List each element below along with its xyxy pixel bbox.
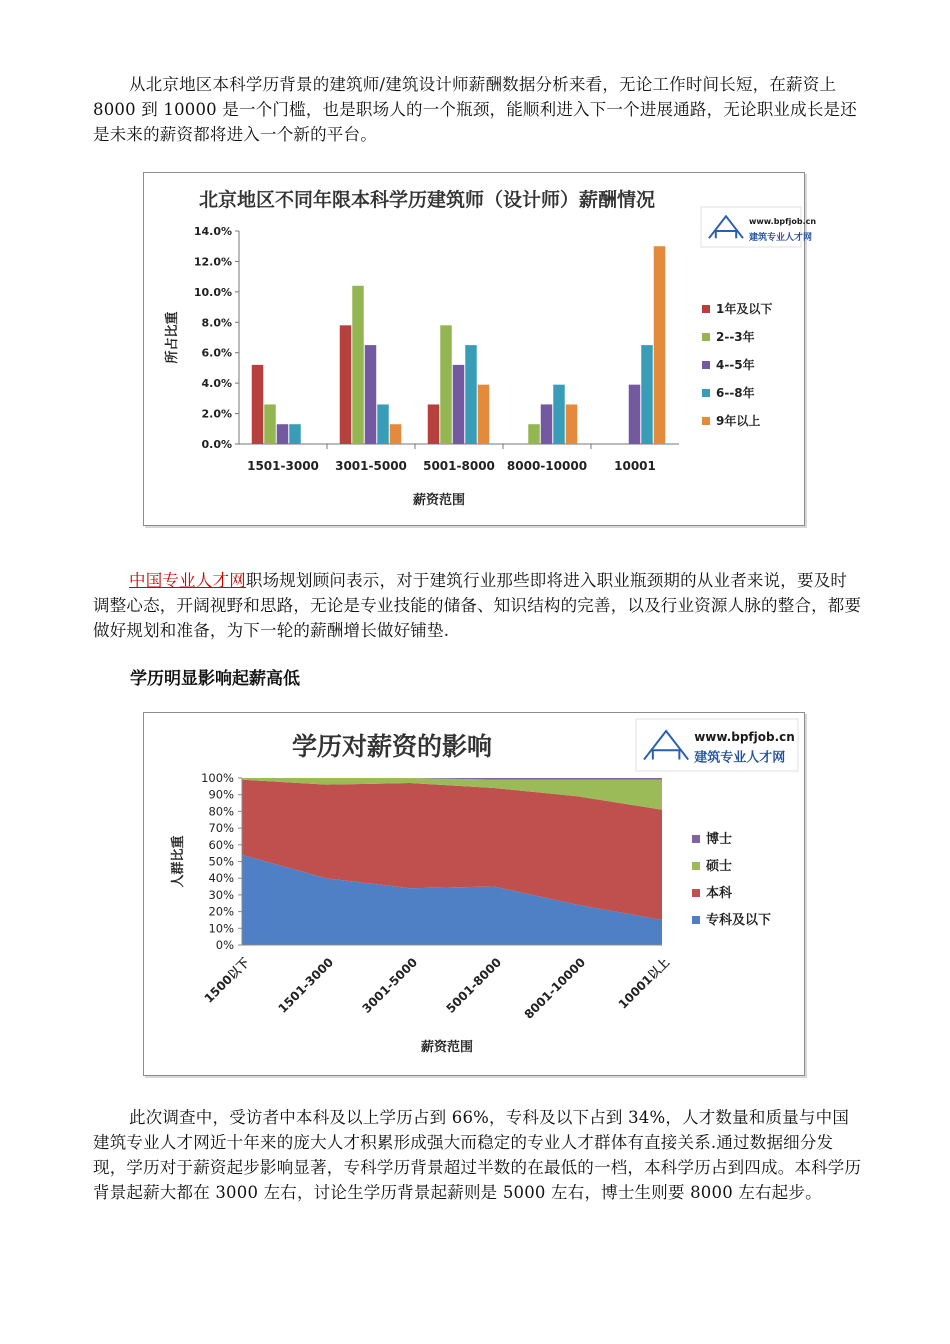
y-tick-label: 12.0% — [193, 255, 232, 269]
bar — [453, 365, 465, 444]
y-tick-label: 10.0% — [193, 285, 232, 299]
bar — [641, 345, 653, 444]
y-tick-label: 14.0% — [193, 225, 232, 238]
bar — [465, 345, 477, 444]
bar — [629, 385, 641, 444]
x-tick-label: 1501-3000 — [275, 955, 337, 1016]
bar — [654, 246, 666, 444]
legend-label: 博士 — [706, 832, 733, 847]
y-tick-label: 6.0% — [201, 346, 232, 360]
bar — [277, 424, 289, 444]
legend-label: 9年以上 — [716, 414, 761, 428]
intro-paragraph: 从北京地区本科学历背景的建筑师/建筑设计师薪酬数据分析来看，无论工作时间长短，在薪资上 8000 到 10000 是一个门槛，也是职场人的一个瓶颈，能顺利进入下一个进展通路，无论职业成长是还是未来的薪资都将进入一个新的平台。 — [93, 75, 857, 144]
x-tick-label: 1500以下 — [201, 955, 253, 1006]
legend-swatch — [702, 389, 710, 397]
y-tick-label: 70% — [208, 821, 234, 836]
survey-paragraph: 此次调查中，受访者中本科及以上学历占到 66%，专科及以下占到 34%，人才数量和质量与中国建筑专业人才网近十年来的庞大人才积累形成强大而稳定的专业人才群体有直接关系.通过数据细分发现，学历对于薪资起步影响显著，专科学历背景超过半数的在最低的一档，本科学历占到四成。本科学历背景起薪大都在 3000 左右，讨论生学历背景起薪则是 5000 左右，博士生则要 8000 左右起步。 — [93, 1108, 862, 1202]
y-tick-label: 30% — [208, 887, 234, 902]
legend-swatch — [692, 862, 700, 870]
legend-label: 4--5年 — [716, 358, 755, 372]
logo-url: www.bpfjob.cn — [749, 216, 817, 226]
bar — [390, 424, 402, 444]
x-tick-label: 8001-10000 — [521, 955, 589, 1022]
y-tick-label: 90% — [208, 787, 234, 802]
legend-swatch — [692, 916, 700, 924]
y-tick-label: 2.0% — [201, 407, 232, 421]
logo — [701, 207, 816, 247]
y-tick-label: 20% — [208, 904, 234, 919]
legend-label: 1年及以下 — [716, 302, 773, 316]
x-tick-label: 10001以上 — [615, 955, 673, 1012]
legend-label: 专科及以下 — [706, 913, 772, 928]
logo-url: www.bpfjob.cn — [694, 729, 795, 744]
y-axis-title: 所占比重 — [165, 311, 180, 364]
legend-swatch — [702, 417, 710, 425]
legend-label: 本科 — [706, 886, 733, 901]
x-tick-label: 8000-10000 — [506, 459, 588, 473]
logo-name: 建筑专业人才网 — [749, 232, 813, 243]
bar — [289, 424, 301, 444]
bar — [252, 365, 264, 444]
y-tick-label: 100% — [201, 771, 234, 785]
x-tick-label: 5001-8000 — [423, 459, 495, 473]
bar — [264, 404, 276, 444]
bar — [553, 385, 565, 444]
talent-network-link[interactable]: 中国专业人才网 — [129, 571, 246, 590]
x-axis-title: 薪资范围 — [412, 493, 466, 508]
logo-name: 建筑专业人才网 — [694, 750, 786, 766]
salary-by-years-chart — [143, 172, 817, 526]
y-tick-label: 10% — [208, 921, 234, 936]
salary-by-years-chart-svg — [144, 173, 817, 525]
legend-swatch — [702, 333, 710, 341]
bar — [528, 424, 540, 444]
y-axis-title: 人群比重 — [171, 835, 186, 888]
education-salary-chart-svg — [144, 713, 804, 1075]
legend-swatch — [692, 835, 700, 843]
section-heading: 学历明显影响起薪高低 — [130, 669, 300, 689]
legend-swatch — [702, 361, 710, 369]
legend-swatch — [692, 889, 700, 897]
y-tick-label: 8.0% — [201, 316, 232, 330]
legend-label: 2--3年 — [716, 330, 755, 344]
x-tick-label: 5001-8000 — [443, 955, 505, 1016]
legend-label: 硕士 — [706, 859, 733, 874]
bar — [365, 345, 377, 444]
x-tick-label: 10001 — [614, 459, 656, 473]
bar — [566, 404, 578, 444]
advice-paragraph-text: 职场规划顾问表示，对于建筑行业那些即将进入职业瓶颈期的从业者来说，要及时调整心态，开阔视野和思路，无论是专业技能的储备、知识结构的完善，以及行业资源人脉的整合，都要做好规划和准备，为下一轮的薪酬增长做好铺垫. — [93, 571, 862, 640]
bar — [377, 404, 389, 444]
x-tick-label: 3001-5000 — [335, 459, 407, 473]
legend-swatch — [702, 305, 710, 313]
advice-paragraph — [93, 568, 863, 643]
y-tick-label: 60% — [208, 837, 234, 852]
bar — [340, 325, 352, 444]
bar — [541, 404, 553, 444]
legend-label: 6--8年 — [716, 386, 755, 400]
logo — [636, 719, 798, 771]
y-tick-label: 4.0% — [201, 377, 232, 391]
bar — [478, 385, 490, 444]
chart-title: 学历对薪资的影响 — [292, 732, 493, 761]
y-tick-label: 40% — [208, 871, 234, 886]
x-tick-label: 3001-5000 — [359, 955, 421, 1016]
bar — [428, 404, 440, 444]
x-axis-title: 薪资范围 — [420, 1040, 474, 1055]
bar — [440, 325, 452, 444]
x-tick-label: 1501-3000 — [247, 459, 319, 473]
y-tick-label: 50% — [208, 854, 234, 869]
y-tick-label: 80% — [208, 804, 234, 819]
bar — [352, 286, 364, 444]
chart-title: 北京地区不同年限本科学历建筑师（设计师）薪酬情况 — [199, 189, 656, 211]
y-tick-label: 0% — [215, 938, 234, 952]
education-salary-chart — [143, 712, 805, 1076]
y-tick-label: 0.0% — [201, 438, 232, 451]
